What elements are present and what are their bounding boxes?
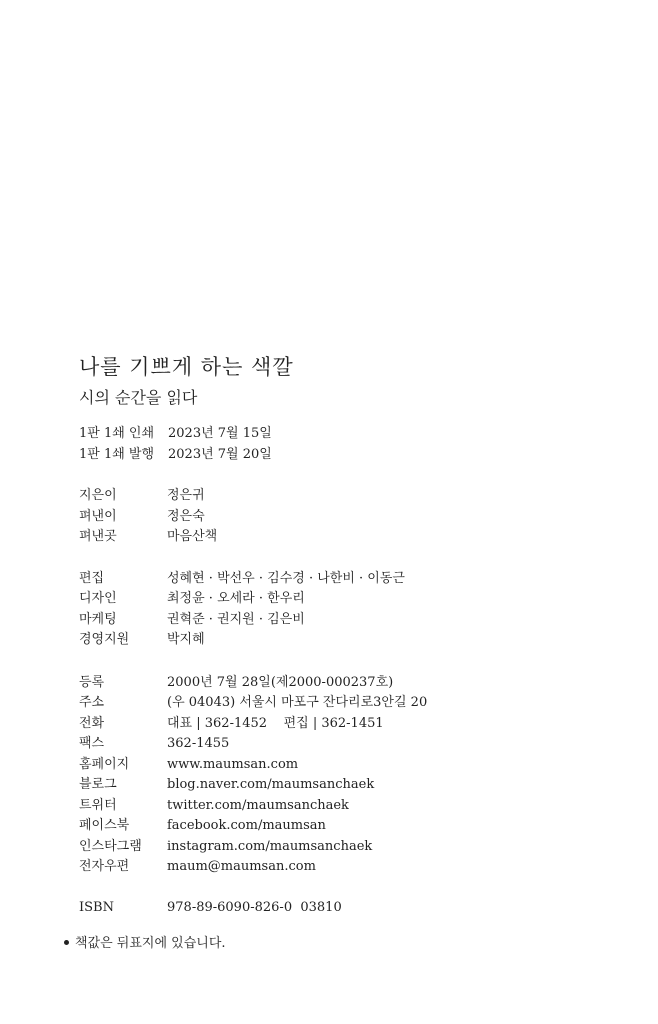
staff-names: 박지혜	[167, 632, 205, 647]
registration-row	[79, 673, 639, 694]
address-row	[79, 693, 639, 714]
address-label: 주소	[79, 695, 105, 710]
colophon	[79, 352, 639, 918]
fax-row	[79, 734, 639, 755]
staff-label: 마케팅	[79, 611, 117, 627]
facebook-link: facebook.com/maumsan	[167, 818, 326, 833]
publisher-house-name: 마음산책	[167, 529, 218, 544]
registration-label: 등록	[79, 674, 105, 690]
blog-label: 블로그	[79, 777, 117, 792]
publisher-person-row	[79, 507, 639, 528]
staff-names: 성혜현 · 박선우 · 김수경 · 나한비 · 이동근	[167, 570, 405, 586]
email-address: maum@maumsan.com	[167, 859, 316, 874]
facebook-row	[79, 816, 639, 837]
homepage-label: 홈페이지	[79, 756, 130, 772]
publisher-info	[79, 673, 639, 878]
bullet-icon	[64, 940, 69, 945]
printing-info	[79, 424, 639, 465]
staff-row-editing	[79, 569, 639, 590]
author-info	[79, 486, 639, 548]
isbn-number: 978-89-6090-826-0 03810	[167, 899, 342, 915]
book-title: 나를 기쁘게 하는 색깔	[79, 355, 294, 379]
publisher-house-label: 펴낸곳	[79, 529, 117, 544]
twitter-row	[79, 796, 639, 817]
instagram-label: 인스타그램	[79, 838, 142, 854]
publishing-label: 1판 1쇄 발행	[79, 446, 155, 462]
price-note	[64, 934, 226, 954]
author-label: 지은이	[79, 488, 117, 503]
fax-label: 팩스	[79, 736, 105, 751]
staff-row-marketing	[79, 610, 639, 631]
address-value: (우 04043) 서울시 마포구 잔다리로3안길 20	[167, 695, 428, 710]
blog-link: blog.naver.com/maumsanchaek	[167, 777, 375, 792]
isbn-label: ISBN	[79, 899, 114, 915]
twitter-label: 트위터	[79, 797, 117, 813]
instagram-row	[79, 837, 639, 858]
book-subtitle: 시의 순간을 읽다	[79, 388, 198, 407]
registration-value: 2000년 7월 28일(제2000-000237호)	[167, 674, 394, 690]
staff-row-design	[79, 589, 639, 610]
homepage-link: www.maumsan.com	[167, 756, 299, 772]
homepage-row	[79, 755, 639, 776]
blog-row	[79, 775, 639, 796]
staff-names: 권혁준 · 권지원 · 김은비	[167, 611, 305, 627]
staff-row-management	[79, 630, 639, 651]
staff-label: 디자인	[79, 591, 117, 606]
phone-value: 대표 | 362-1452 편집 | 362-1451	[167, 715, 384, 731]
author-row	[79, 486, 639, 507]
staff-info	[79, 569, 639, 651]
staff-names: 최정윤 · 오세라 · 한우리	[167, 591, 305, 606]
printing-date: 2023년 7월 15일	[168, 426, 272, 441]
publisher-person-name: 정은숙	[167, 508, 205, 524]
publisher-person-label: 펴낸이	[79, 508, 117, 524]
isbn-row	[79, 898, 639, 919]
isbn-info	[79, 898, 639, 919]
phone-label: 전화	[79, 715, 105, 731]
publishing-date: 2023년 7월 20일	[168, 446, 272, 462]
author-name: 정은귀	[167, 488, 205, 503]
instagram-link: instagram.com/maumsanchaek	[167, 838, 373, 854]
staff-label: 경영지원	[79, 632, 130, 647]
printing-label: 1판 1쇄 인쇄	[79, 426, 155, 441]
email-label: 전자우편	[79, 859, 130, 874]
publishing-row	[79, 445, 639, 466]
phone-row	[79, 714, 639, 735]
email-row	[79, 857, 639, 878]
publisher-house-row	[79, 527, 639, 548]
staff-label: 편집	[79, 570, 105, 586]
price-note-text: 책값은 뒤표지에 있습니다.	[75, 936, 226, 951]
printing-row	[79, 424, 639, 445]
twitter-link: twitter.com/maumsanchaek	[167, 797, 349, 813]
fax-value: 362-1455	[167, 736, 230, 751]
facebook-label: 페이스북	[79, 818, 130, 833]
